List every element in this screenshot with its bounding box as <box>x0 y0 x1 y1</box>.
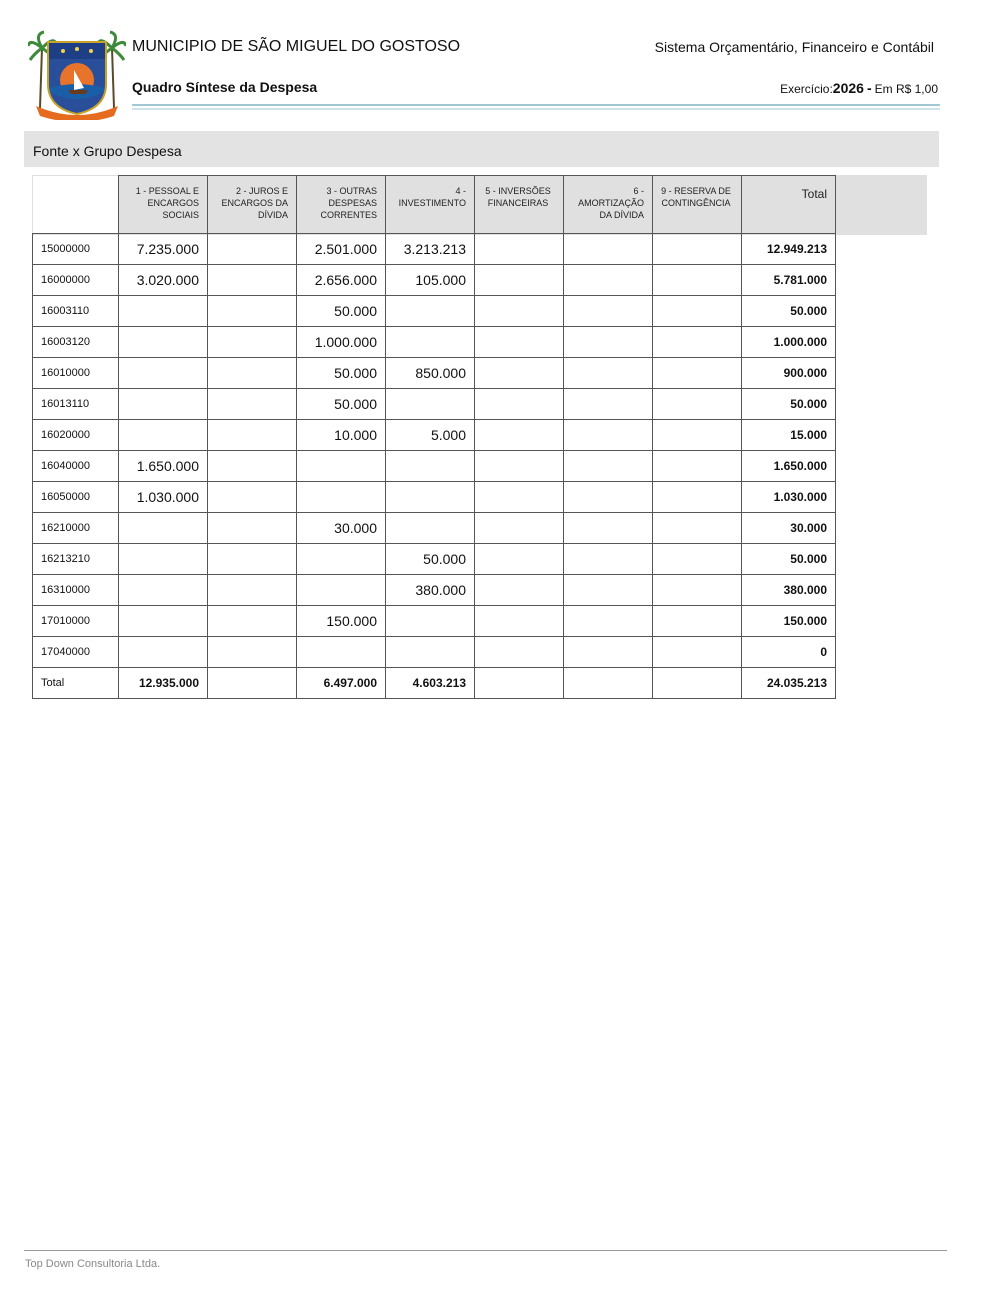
exercise-info <box>780 80 938 96</box>
value-cell <box>119 544 208 575</box>
report-title: Quadro Síntese da Despesa <box>132 79 318 95</box>
exercise-label: Exercício: <box>780 82 833 96</box>
value-cell <box>475 637 564 668</box>
value-cell <box>475 389 564 420</box>
value-cell <box>564 420 653 451</box>
value-cell <box>208 482 297 513</box>
value-cell <box>119 513 208 544</box>
row-total-cell: 380.000 <box>742 575 836 606</box>
value-cell: 4.603.213 <box>386 668 475 699</box>
column-header-total: Total <box>742 176 836 234</box>
table-row <box>33 234 836 265</box>
table-row <box>33 451 836 482</box>
value-cell <box>386 513 475 544</box>
value-cell <box>386 482 475 513</box>
value-cell <box>653 637 742 668</box>
value-cell <box>119 606 208 637</box>
fonte-code-cell: 16013110 <box>33 389 119 420</box>
value-cell <box>653 451 742 482</box>
fonte-code-cell: 16000000 <box>33 265 119 296</box>
value-cell <box>475 265 564 296</box>
row-total-cell: 5.781.000 <box>742 265 836 296</box>
value-cell <box>297 544 386 575</box>
value-cell <box>475 544 564 575</box>
value-cell <box>564 637 653 668</box>
value-cell <box>475 668 564 699</box>
value-cell <box>564 327 653 358</box>
value-cell <box>208 420 297 451</box>
value-cell <box>386 296 475 327</box>
table-row <box>33 327 836 358</box>
value-cell <box>653 544 742 575</box>
value-cell: 12.935.000 <box>119 668 208 699</box>
value-cell <box>119 575 208 606</box>
value-cell <box>475 606 564 637</box>
table-row <box>33 575 836 606</box>
section-header <box>24 131 939 167</box>
exercise-year: 2026 <box>832 80 864 96</box>
value-cell <box>564 389 653 420</box>
value-cell <box>119 389 208 420</box>
value-cell: 50.000 <box>297 358 386 389</box>
table-row <box>33 358 836 389</box>
value-cell <box>475 358 564 389</box>
value-cell: 1.000.000 <box>297 327 386 358</box>
value-cell <box>564 668 653 699</box>
column-header: 4 - INVESTIMENTO <box>386 176 475 234</box>
value-cell: 3.213.213 <box>386 234 475 265</box>
table-total-row <box>33 668 836 699</box>
value-cell <box>208 637 297 668</box>
column-header: 5 - INVERSÕES FINANCEIRAS <box>475 176 564 234</box>
value-cell: 850.000 <box>386 358 475 389</box>
table-row <box>33 389 836 420</box>
value-cell <box>475 513 564 544</box>
value-cell <box>564 451 653 482</box>
value-cell <box>475 451 564 482</box>
fonte-code-cell: 16210000 <box>33 513 119 544</box>
value-cell: 50.000 <box>297 296 386 327</box>
value-cell <box>653 389 742 420</box>
value-cell <box>386 637 475 668</box>
currency-unit: Em R$ 1,00 <box>874 82 938 96</box>
table-row <box>33 544 836 575</box>
fonte-code-cell: 16050000 <box>33 482 119 513</box>
value-cell <box>386 451 475 482</box>
value-cell <box>653 265 742 296</box>
value-cell: 105.000 <box>386 265 475 296</box>
section-title: Fonte x Grupo Despesa <box>33 143 182 159</box>
value-cell <box>208 358 297 389</box>
table-row <box>33 606 836 637</box>
table-row <box>33 265 836 296</box>
table-row <box>33 513 836 544</box>
value-cell <box>386 389 475 420</box>
value-cell <box>564 482 653 513</box>
table-row <box>33 637 836 668</box>
summary-table <box>32 175 836 699</box>
column-header: 6 - AMORTIZAÇÃO DA DÍVIDA <box>564 176 653 234</box>
value-cell <box>653 513 742 544</box>
fonte-code-cell: 16310000 <box>33 575 119 606</box>
value-cell <box>475 482 564 513</box>
value-cell <box>564 296 653 327</box>
value-cell <box>564 606 653 637</box>
municipal-coat-of-arms-logo <box>28 28 126 120</box>
row-total-cell: 24.035.213 <box>742 668 836 699</box>
value-cell <box>119 420 208 451</box>
value-cell <box>564 265 653 296</box>
value-cell <box>208 575 297 606</box>
value-cell <box>564 575 653 606</box>
table-row <box>33 296 836 327</box>
row-total-cell: 1.030.000 <box>742 482 836 513</box>
value-cell: 2.501.000 <box>297 234 386 265</box>
fonte-code-cell: 16040000 <box>33 451 119 482</box>
value-cell <box>208 327 297 358</box>
row-total-cell: 15.000 <box>742 420 836 451</box>
row-total-cell: 50.000 <box>742 544 836 575</box>
value-cell <box>653 575 742 606</box>
corner-cell <box>33 176 119 234</box>
fonte-code-cell: Total <box>33 668 119 699</box>
value-cell: 6.497.000 <box>297 668 386 699</box>
value-cell: 7.235.000 <box>119 234 208 265</box>
system-name: Sistema Orçamentário, Financeiro e Contábil <box>654 39 934 55</box>
column-header: 2 - JUROS E ENCARGOS DA DÍVIDA <box>208 176 297 234</box>
value-cell <box>297 482 386 513</box>
value-cell <box>653 327 742 358</box>
value-cell <box>653 358 742 389</box>
value-cell: 5.000 <box>386 420 475 451</box>
column-header: 1 - PESSOAL E ENCARGOS SOCIAIS <box>119 176 208 234</box>
value-cell <box>297 575 386 606</box>
value-cell: 50.000 <box>386 544 475 575</box>
value-cell: 1.030.000 <box>119 482 208 513</box>
value-cell <box>208 544 297 575</box>
table-body <box>33 234 836 699</box>
value-cell <box>119 296 208 327</box>
row-total-cell: 900.000 <box>742 358 836 389</box>
header-rule-secondary <box>132 108 940 110</box>
row-total-cell: 12.949.213 <box>742 234 836 265</box>
value-cell <box>653 420 742 451</box>
value-cell <box>653 234 742 265</box>
value-cell <box>653 606 742 637</box>
value-cell <box>208 389 297 420</box>
value-cell <box>119 327 208 358</box>
value-cell <box>564 544 653 575</box>
value-cell <box>208 513 297 544</box>
fonte-code-cell: 17040000 <box>33 637 119 668</box>
column-header: 9 - RESERVA DE CONTINGÊNCIA <box>653 176 742 234</box>
value-cell <box>653 668 742 699</box>
value-cell: 2.656.000 <box>297 265 386 296</box>
exercise-dash: - <box>866 80 872 96</box>
table-row <box>33 420 836 451</box>
footer-company: Top Down Consultoria Ltda. <box>25 1258 161 1270</box>
value-cell <box>386 327 475 358</box>
value-cell <box>475 296 564 327</box>
value-cell: 30.000 <box>297 513 386 544</box>
value-cell <box>208 606 297 637</box>
value-cell: 380.000 <box>386 575 475 606</box>
value-cell: 3.020.000 <box>119 265 208 296</box>
value-cell: 150.000 <box>297 606 386 637</box>
value-cell <box>475 575 564 606</box>
value-cell <box>208 234 297 265</box>
municipality-name: MUNICIPIO DE SÃO MIGUEL DO GOSTOSO <box>132 38 461 55</box>
fonte-code-cell: 16003120 <box>33 327 119 358</box>
row-total-cell: 1.650.000 <box>742 451 836 482</box>
column-header: 3 - OUTRAS DESPESAS CORRENTES <box>297 176 386 234</box>
row-total-cell: 150.000 <box>742 606 836 637</box>
value-cell <box>475 327 564 358</box>
value-cell <box>564 234 653 265</box>
value-cell: 1.650.000 <box>119 451 208 482</box>
row-total-cell: 30.000 <box>742 513 836 544</box>
row-total-cell: 50.000 <box>742 389 836 420</box>
value-cell <box>475 420 564 451</box>
value-cell: 10.000 <box>297 420 386 451</box>
header-rule <box>132 104 940 106</box>
fonte-code-cell: 16010000 <box>33 358 119 389</box>
fonte-code-cell: 17010000 <box>33 606 119 637</box>
footer-rule <box>24 1250 947 1251</box>
value-cell <box>475 234 564 265</box>
value-cell <box>297 451 386 482</box>
value-cell <box>208 451 297 482</box>
fonte-code-cell: 16020000 <box>33 420 119 451</box>
row-total-cell: 1.000.000 <box>742 327 836 358</box>
row-total-cell: 0 <box>742 637 836 668</box>
fonte-code-cell: 16213210 <box>33 544 119 575</box>
value-cell <box>653 296 742 327</box>
value-cell <box>119 637 208 668</box>
value-cell <box>653 482 742 513</box>
value-cell <box>297 637 386 668</box>
value-cell <box>119 358 208 389</box>
value-cell <box>208 668 297 699</box>
value-cell <box>564 358 653 389</box>
fonte-code-cell: 16003110 <box>33 296 119 327</box>
table-header-row <box>33 176 836 234</box>
value-cell: 50.000 <box>297 389 386 420</box>
table-row <box>33 482 836 513</box>
row-total-cell: 50.000 <box>742 296 836 327</box>
fonte-code-cell: 15000000 <box>33 234 119 265</box>
value-cell <box>386 606 475 637</box>
value-cell <box>208 265 297 296</box>
value-cell <box>208 296 297 327</box>
value-cell <box>564 513 653 544</box>
